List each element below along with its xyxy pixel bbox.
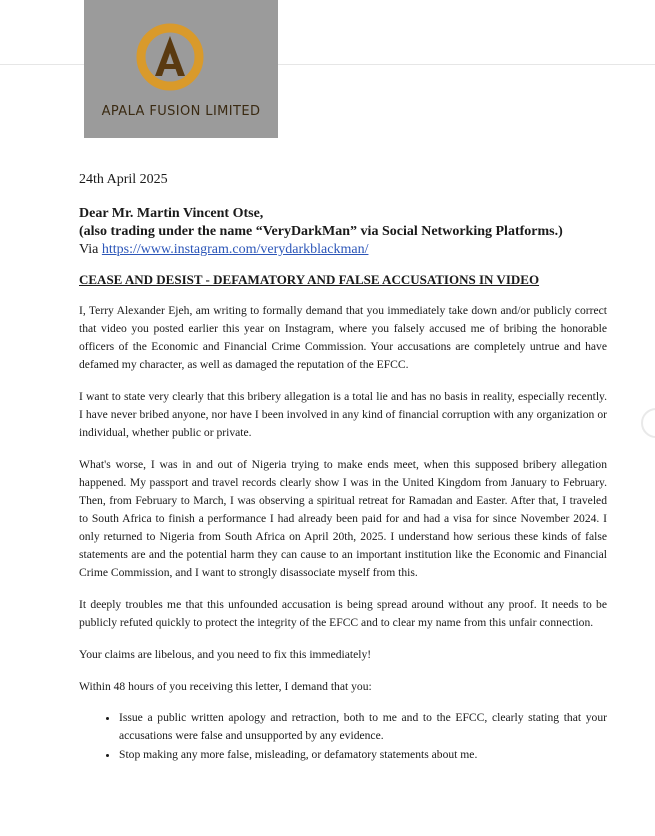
paragraph: I want to state very clearly that this bribery allegation is a total lie and has no basis in reality, especially recently. I have never bribed anyone, nor have I been involved in any kind of financial corruption with any organization or individual, whether public or private. [79, 390, 607, 439]
paragraph: I, Terry Alexander Ejeh, am writing to formally demand that you immediately take down and/or publicly correct that video you posted earlier this year on Instagram, where you falsely accused me of bribing the honorable officers of the Economic and Financial Crime Commission. Your accusations are completely untrue and have defamed my character, as well as damaged the reputation of the EFCC. [79, 304, 607, 371]
apala-logo-icon [135, 22, 205, 92]
company-logo [84, 0, 278, 138]
letter-date: 24th April 2025 [79, 172, 168, 187]
paragraph: Your claims are libelous, and you need to fix this immediately! [79, 648, 372, 661]
list-item: • Stop making any more false, misleading, or defamatory statements about me. [119, 746, 607, 764]
paragraph: Within 48 hours of you receiving this letter, I demand that you: [79, 680, 372, 693]
salutation: Dear Mr. Martin Vincent Otse, [79, 206, 264, 221]
via-label: Via [79, 242, 99, 257]
recipient-block [79, 205, 607, 259]
paragraph: It deeply troubles me that this unfounded accusation is being spread around without any proof. It needs to be publicly refuted quickly to protect the integrity of the EFCC and to clear my name from this unfair connection. [79, 598, 607, 629]
recipient-alias: (also trading under the name “VeryDarkMan” via Social Networking Platforms.) [79, 224, 563, 239]
letter-body [79, 172, 607, 765]
demands-list [79, 709, 607, 764]
scroll-indicator[interactable] [641, 408, 655, 438]
paragraph: What's worse, I was in and out of Nigeria trying to make ends meet, when this supposed bribery allegation happened. My passport and travel records clearly show I was in the United Kingdom from January to February. Then, from February to March, I was observing a spiritual retreat for Ramadan and Easter. After that, I traveled to South Africa to finish a performance I had already been paid for and had a visa for since November 2024. I only returned to Nigeria from South Africa on April 20th, 2025. I understand how serious these kinds of false statements are and the potential harm they can cause to an important institution like the Economic and Financial Crime Commission, and I want to strongly disassociate myself from this. [79, 458, 607, 579]
company-name: APALA FUSION LIMITED [101, 104, 261, 119]
instagram-link[interactable]: https://www.instagram.com/verydarkblackman/ [101, 242, 369, 257]
letter-heading: CEASE AND DESIST - DEFAMATORY AND FALSE ACCUSATIONS IN VIDEO [79, 272, 540, 287]
list-item: • Issue a public written apology and retraction, both to me and to the EFCC, clearly stating that your accusations were false and unsupported by any evidence. [119, 709, 607, 745]
via-line [79, 241, 607, 259]
